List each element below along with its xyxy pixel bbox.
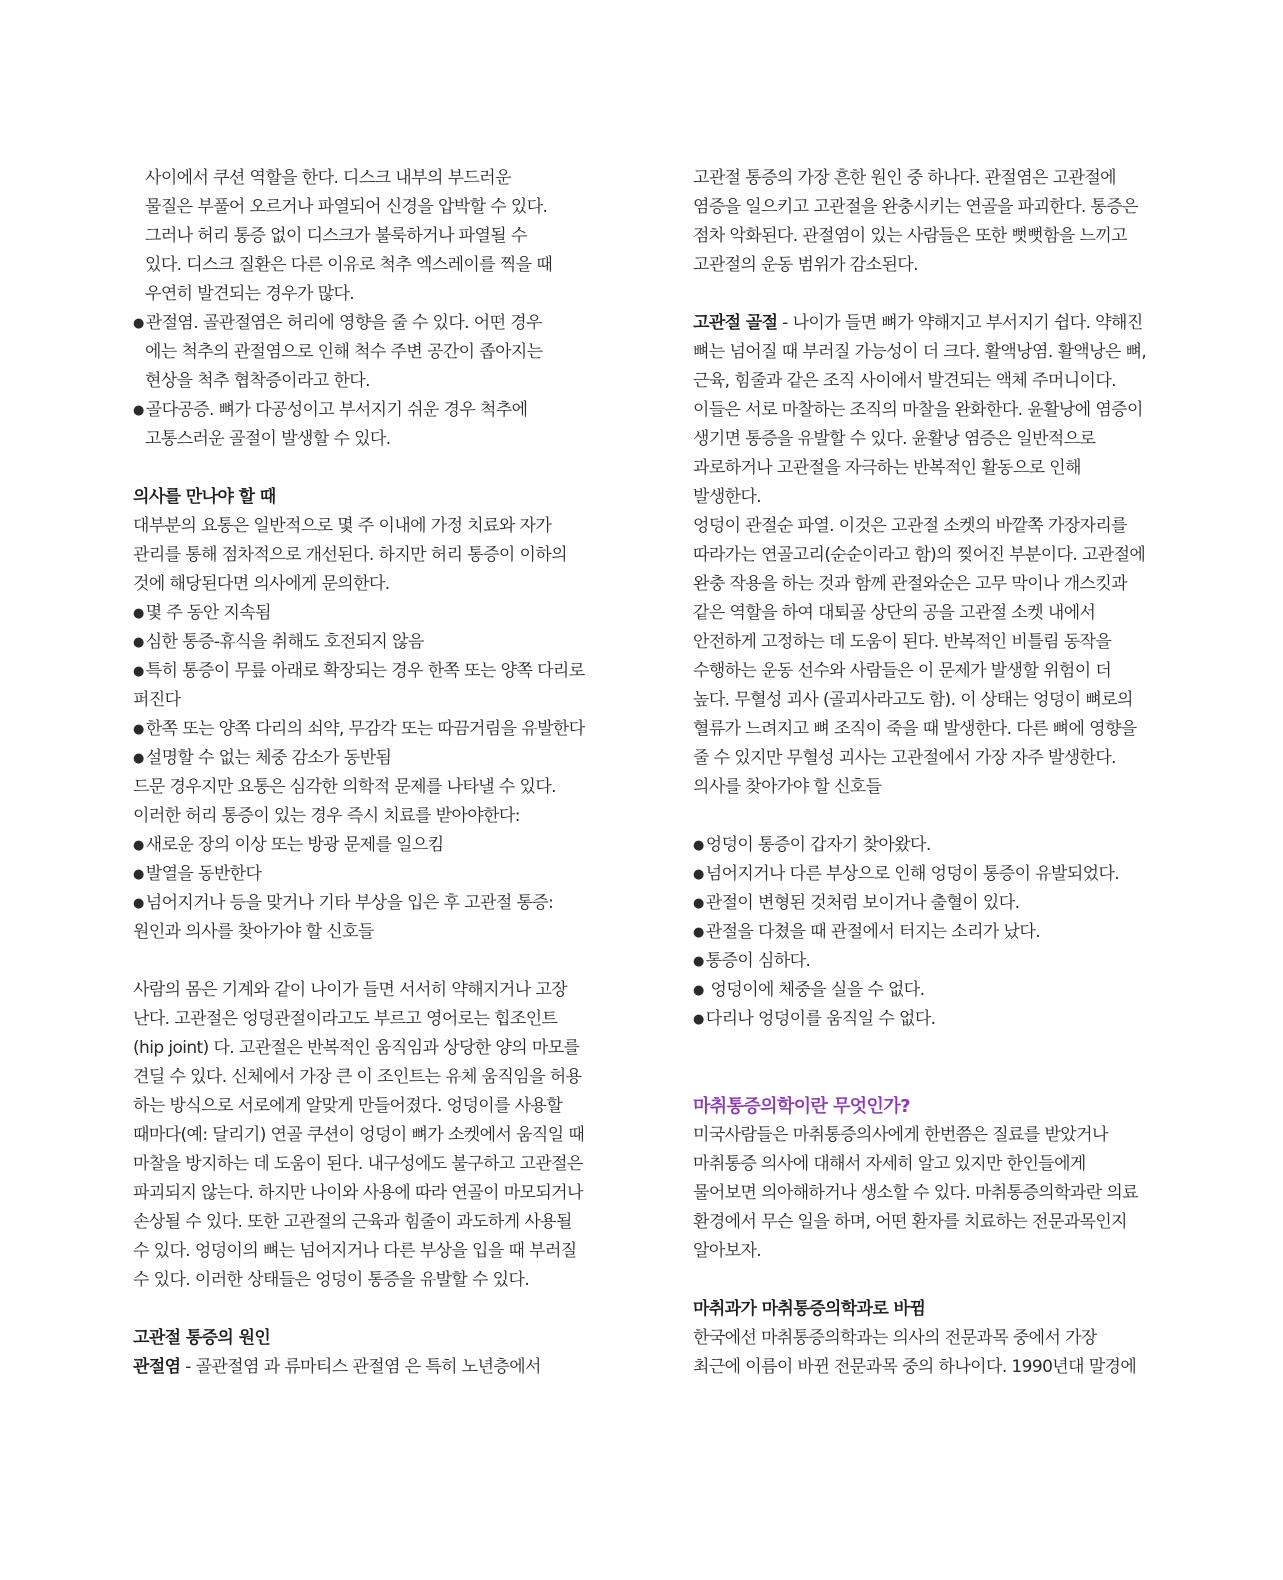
bullet-item: ● 관절염. 골관절염은 허리에 영향을 줄 수 있다. 어떤 경우 xyxy=(133,309,613,338)
term-text: - 나이가 들면 뼈가 약해지고 부서지기 쉽다. 약해진 xyxy=(777,313,1143,333)
term-text: - 골관절염 과 류마티스 관절염 은 특히 노년층에서 xyxy=(180,1357,541,1377)
paragraph-line: 관리를 통해 점차적으로 개선된다. 하지만 허리 통증이 이하의 xyxy=(133,545,567,565)
paragraph-line: 것에 해당된다면 의사에게 문의한다. xyxy=(133,574,390,594)
spacer xyxy=(693,1266,1173,1295)
paragraph-line: 수행하는 운동 선수와 사람들은 이 문제가 발생할 위험이 더 xyxy=(693,661,1112,681)
spacer xyxy=(133,1295,613,1324)
paragraph-line: 수 있다. 엉덩이의 뼈는 넘어지거나 다른 부상을 입을 때 부러질 xyxy=(133,1241,577,1261)
paragraph-line: 알아보자. xyxy=(693,1241,762,1261)
section-heading: 고관절 통증의 원인 xyxy=(133,1328,271,1348)
paragraph-line: 수 있다. 이러한 상태들은 엉덩이 통증을 유발할 수 있다. xyxy=(133,1270,530,1290)
paragraph-line: 파괴되지 않는다. 하지만 나이와 사용에 따라 연골이 마모되거나 xyxy=(133,1183,583,1203)
section-heading: 의사를 만나야 할 때 xyxy=(133,487,276,507)
bullet-item: ● 심한 통증-휴식을 취해도 호전되지 않음 xyxy=(133,628,613,657)
section-heading: 마취통증의학이란 무엇인가? xyxy=(693,1096,910,1117)
bullet-item: ● 관절을 다쳤을 때 관절에서 터지는 소리가 났다. xyxy=(693,918,1173,947)
bullet-item: ● 엉덩이 통증이 갑자기 찾아왔다. xyxy=(693,831,1173,860)
bullet-continuation: 현상을 척추 협착증이라고 한다. xyxy=(145,371,370,391)
paragraph-line: 안전하게 고정하는 데 도움이 된다. 반복적인 비틀림 동작을 xyxy=(693,632,1112,652)
bullet-item: ● 발열을 동반한다 xyxy=(133,860,613,889)
spacer xyxy=(133,454,613,483)
paragraph-line: 의사를 찾아가야 할 신호들 xyxy=(693,777,882,797)
paragraph-line: 손상될 수 있다. 또한 고관절의 근육과 힘줄이 과도하게 사용될 xyxy=(133,1212,572,1232)
spacer xyxy=(693,1034,1173,1063)
paragraph-line: 환경에서 무슨 일을 하며, 어떤 환자를 치료하는 전문과목인지 xyxy=(693,1212,1127,1232)
bullet-item: ● 넘어지거나 등을 맞거나 기타 부상을 입은 후 고관절 통증: xyxy=(133,889,613,918)
paragraph-line: 줄 수 있지만 무혈성 괴사는 고관절에서 가장 자주 발생한다. xyxy=(693,748,1116,768)
bullet-item: ● 골다공증. 뼈가 다공성이고 부서지기 쉬운 경우 척추에 xyxy=(133,396,613,425)
bullet-item: ● 다리나 엉덩이를 움직일 수 없다. xyxy=(693,1005,1173,1034)
bullet-continuation: 원인과 의사를 찾아가야 할 신호들 xyxy=(133,922,374,942)
paragraph-line: 발생한다. xyxy=(693,487,762,507)
paragraph-line: 높다. 무혈성 괴사 (골괴사라고도 함). 이 상태는 엉덩이 뼈로의 xyxy=(693,690,1133,710)
paragraph-line: 사이에서 쿠션 역할을 한다. 디스크 내부의 부드러운 xyxy=(145,168,511,188)
paragraph-line: 한국에선 마취통증의학과는 의사의 전문과목 중에서 가장 xyxy=(693,1328,1097,1348)
paragraph-line: 혈류가 느려지고 뼈 조직이 죽을 때 발생한다. 다른 뼈에 영향을 xyxy=(693,719,1137,739)
paragraph-line: 점차 악화된다. 관절염이 있는 사람들은 또한 뻣뻣함을 느끼고 xyxy=(693,226,1127,246)
left-column xyxy=(133,164,613,1382)
paragraph-line: 하는 방식으로 서로에게 알맞게 만들어졌다. 엉덩이를 사용할 xyxy=(133,1096,563,1116)
spacer xyxy=(693,1063,1173,1092)
paragraph-line: 고관절 통증의 가장 흔한 원인 중 하나다. 관절염은 고관절에 xyxy=(693,168,1116,188)
paragraph-line: 생기면 통증을 유발할 수 있다. 윤활낭 염증은 일반적으로 xyxy=(693,429,1096,449)
paragraph-line: 때마다(예: 달리기) 연골 쿠션이 엉덩이 뼈가 소켓에서 움직일 때 xyxy=(133,1125,585,1145)
paragraph-line: 과로하거나 고관절을 자극하는 반복적인 활동으로 인해 xyxy=(693,458,1081,478)
bullet-item: ● 새로운 장의 이상 또는 방광 문제를 일으킴 xyxy=(133,831,613,860)
paragraph-line: 최근에 이름이 바뀐 전문과목 중의 하나이다. 1990년대 말경에 xyxy=(693,1357,1137,1377)
bullet-item: ● 설명할 수 없는 체중 감소가 동반됨 xyxy=(133,744,613,773)
paragraph-line: 마찰을 방지하는 데 도움이 된다. 내구성에도 불구하고 고관절은 xyxy=(133,1154,583,1174)
spacer xyxy=(133,947,613,976)
paragraph-line xyxy=(693,309,1173,338)
bullet-continuation: 퍼진다 xyxy=(133,690,181,710)
paragraph-line: 이들은 서로 마찰하는 조직의 마찰을 완화한다. 윤활낭에 염증이 xyxy=(693,400,1143,420)
paragraph-line: 그러나 허리 통증 없이 디스크가 불룩하거나 파열될 수 xyxy=(145,226,527,246)
section-heading: 마취과가 마취통증의학과로 바뀜 xyxy=(693,1299,926,1319)
paragraph-line: 드문 경우지만 요통은 심각한 의학적 문제를 나타낼 수 있다. xyxy=(133,777,556,797)
term-label: 고관절 골절 xyxy=(693,313,778,333)
paragraph-line: 대부분의 요통은 일반적으로 몇 주 이내에 가정 치료와 자가 xyxy=(133,516,552,536)
paragraph-line: 고관절의 운동 범위가 감소된다. xyxy=(693,255,918,275)
bullet-continuation: 고통스러운 골절이 발생할 수 있다. xyxy=(145,429,391,449)
right-column xyxy=(693,164,1173,1382)
paragraph-line: 우연히 발견되는 경우가 많다. xyxy=(145,284,355,304)
paragraph-line: 견딜 수 있다. 신체에서 가장 큰 이 조인트는 유체 움직임을 허용 xyxy=(133,1067,582,1087)
paragraph-line: 미국사람들은 마취통증의사에게 한번쯤은 질료를 받았거나 xyxy=(693,1125,1108,1145)
spacer xyxy=(693,280,1173,309)
bullet-item: ● 관절이 변형된 것처럼 보이거나 출혈이 있다. xyxy=(693,889,1173,918)
bullet-item: ● 특히 통증이 무릎 아래로 확장되는 경우 한쪽 또는 양쪽 다리로 xyxy=(133,657,613,686)
paragraph-line: 있다. 디스크 질환은 다른 이유로 척추 엑스레이를 찍을 때 xyxy=(145,255,553,275)
paragraph-line: 완충 작용을 하는 것과 함께 관절와순은 고무 막이나 개스킷과 xyxy=(693,574,1127,594)
paragraph-line: 근육, 힘줄과 같은 조직 사이에서 발견되는 액체 주머니이다. xyxy=(693,371,1116,391)
paragraph-line: 마취통증 의사에 대해서 자세히 알고 있지만 한인들에게 xyxy=(693,1154,1086,1174)
paragraph-line: 같은 역할을 하여 대퇴골 상단의 공을 고관절 소켓 내에서 xyxy=(693,603,1096,623)
paragraph-line: 이러한 허리 통증이 있는 경우 즉시 치료를 받아야한다: xyxy=(133,806,520,826)
bullet-item: ● 넘어지거나 다른 부상으로 인해 엉덩이 통증이 유발되었다. xyxy=(693,860,1173,889)
paragraph-line: 물어보면 의아해하거나 생소할 수 있다. 마취통증의학과란 의료 xyxy=(693,1183,1138,1203)
paragraph-line: (hip joint) 다. 고관절은 반복적인 움직임과 상당한 양의 마모를 xyxy=(133,1038,580,1058)
paragraph-line: 뼈는 넘어질 때 부러질 가능성이 더 크다. 활액낭염. 활액낭은 뼈, xyxy=(693,342,1147,362)
paragraph-line xyxy=(133,1353,613,1382)
term-label: 관절염 xyxy=(133,1357,181,1377)
paragraph-line: 따라가는 연골고리(순순이라고 함)의 찢어진 부분이다. 고관절에 xyxy=(693,545,1146,565)
paragraph-line: 난다. 고관절은 엉덩관절이라고도 부르고 영어로는 힙조인트 xyxy=(133,1009,558,1029)
paragraph-line: 염증을 일으키고 고관절을 완충시키는 연골을 파괴한다. 통증은 xyxy=(693,197,1138,217)
bullet-continuation: 에는 척추의 관절염으로 인해 척수 주변 공간이 좁아지는 xyxy=(145,342,543,362)
bullet-item: ● 엉덩이에 체중을 실을 수 없다. xyxy=(693,976,1173,1005)
paragraph-line: 사람의 몸은 기계와 같이 나이가 들면 서서히 약해지거나 고장 xyxy=(133,980,567,1000)
paragraph-line: 엉덩이 관절순 파열. 이것은 고관절 소켓의 바깥쪽 가장자리를 xyxy=(693,516,1127,536)
bullet-item: ● 통증이 심하다. xyxy=(693,947,1173,976)
bullet-item: ● 한쪽 또는 양쪽 다리의 쇠약, 무감각 또는 따끔거림을 유발한다 xyxy=(133,715,613,744)
paragraph-line: 물질은 부풀어 오르거나 파열되어 신경을 압박할 수 있다. xyxy=(145,197,548,217)
spacer xyxy=(693,802,1173,831)
bullet-item: ● 몇 주 동안 지속됨 xyxy=(133,599,613,628)
